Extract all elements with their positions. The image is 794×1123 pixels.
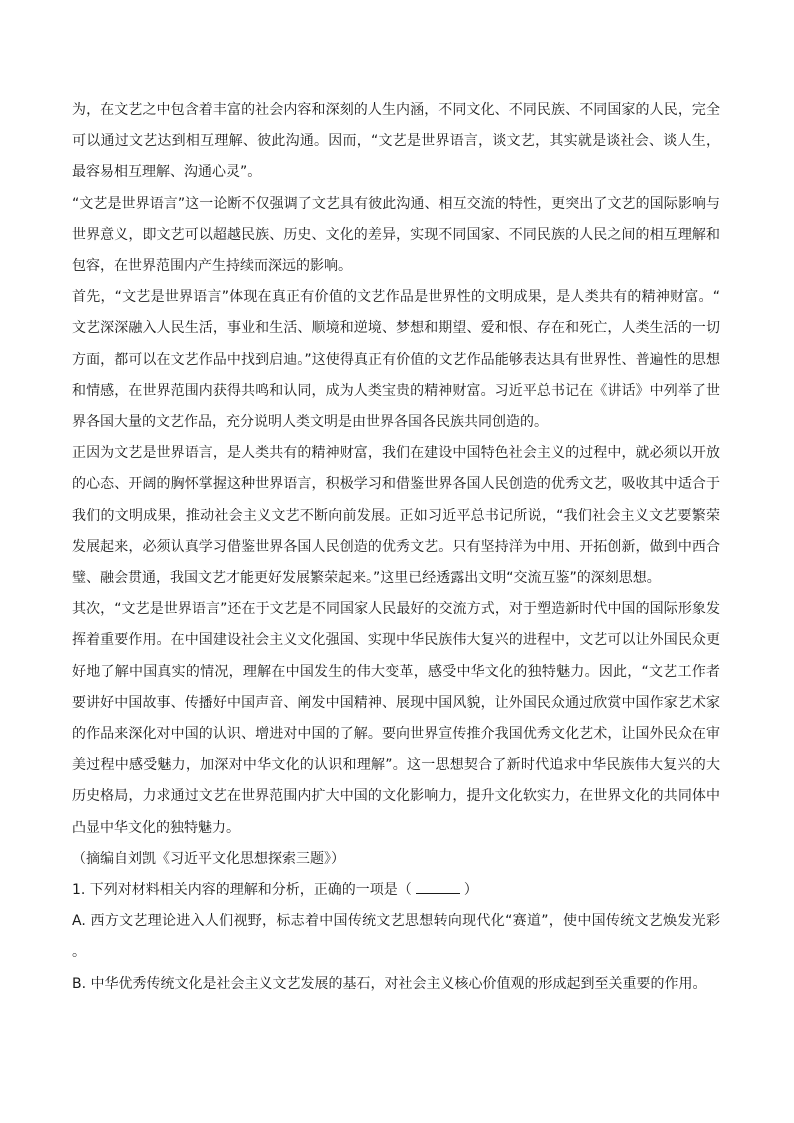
source-citation: （摘编自刘凯《习近平文化思想探索三题》）: [72, 850, 345, 867]
paragraph-5: 其次，“文艺是世界语言”还在于文艺是不同国家人民最好的交流方式，对于塑造新时代中国的国际形象发挥着重要作用。在中国建设社会主义文化强国、实现中华民族伟大复兴的进程中，文艺可以让外国民众更好地了解中国真实的情况，理解在中国发生的伟大变革，感受中华文化的独特魅力。因此，“文艺工作者要讲好中国故事、传播好中国声音、阐发中国精神、展现中国风貌，让外国民众通过欣赏中国作家艺术家的作品来深化对中国的认识、增进对中国的了解。要向世界宣传推介我国优秀文化艺术，让国外民众在审美过程中感受魅力，加深对中华文化的认识和理解”。这一思想契合了新时代追求中华民族伟大复兴的大历史格局，力求通过文艺在世界范围内扩大中国的文化影响力，提升文化软实力，在世界文化的共同体中凸显中华文化的独特魅力。: [72, 601, 720, 836]
paragraph-1: 为，在文艺之中包含着丰富的社会内容和深刻的人生内涵，不同文化、不同民族、不同国家的人民，完全可以通过文艺达到相互理解、彼此沟通。因而，“文艺是世界语言，谈文艺，其实就是谈社会、谈人生，最容易相互理解、沟通心灵”。: [72, 102, 720, 181]
question-stem-close: ）: [463, 882, 478, 899]
paragraph-2: “文艺是世界语言”这一论断不仅强调了文艺具有彼此沟通、相互交流的特性，更突出了文艺的国际影响与世界意义，即文艺可以超越民族、历史、文化的差异，实现不同国家、不同民族的人民之间的相互理解和包容，在世界范围内产生持续而深远的影响。: [72, 195, 720, 275]
answer-blank[interactable]: [416, 879, 460, 894]
paragraph-3: 首先，“文艺是世界语言”体现在真正有价值的文艺作品是世界性的文明成果，是人类共有的精神财富。“文艺深深融入人民生活，事业和生活、顺境和逆境、梦想和期望、爱和恨、存在和死亡，人类生活的一切方面，都可以在文艺作品中找到启迪。”这使得真正有价值的文艺作品能够表达具有世界性、普遍性的思想和情感，在世界范围内获得共鸣和认同，成为人类宝贵的精神财富。习近平总书记在《讲话》中列举了世界各国大量的文艺作品，充分说明人类文明是由世界各国各民族共同创造的。: [72, 289, 720, 431]
question-1: [72, 875, 720, 906]
option-b: B. 中华优秀传统文化是社会主义文艺发展的基石，对社会主义核心价值观的形成起到至关重要的作用。: [72, 975, 707, 992]
option-a: A. 西方文艺理论进入人们视野，标志着中国传统文艺思想转向现代化“赛道”，使中国传统文艺焕发光彩。: [72, 913, 720, 961]
question-stem: 1. 下列对材料相关内容的理解和分析，正确的一项是（: [72, 882, 412, 899]
paragraph-4: 正因为文艺是世界语言，是人类共有的精神财富，我们在建设中国特色社会主义的过程中，就必须以开放的心态、开阔的胸怀掌握这种世界语言，积极学习和借鉴世界各国人民创造的优秀文艺，吸收其中适合于我们的文明成果，推动社会主义文艺不断向前发展。正如习近平总书记所说，“我们社会主义文艺要繁荣发展起来，必须认真学习借鉴世界各国人民创造的优秀文艺。只有坚持洋为中用、开拓创新，做到中西合璧、融会贯通，我国文艺才能更好发展繁荣起来。”这里已经透露出文明“交流互鉴”的深刻思想。: [72, 445, 720, 587]
article-body: [72, 95, 720, 1000]
